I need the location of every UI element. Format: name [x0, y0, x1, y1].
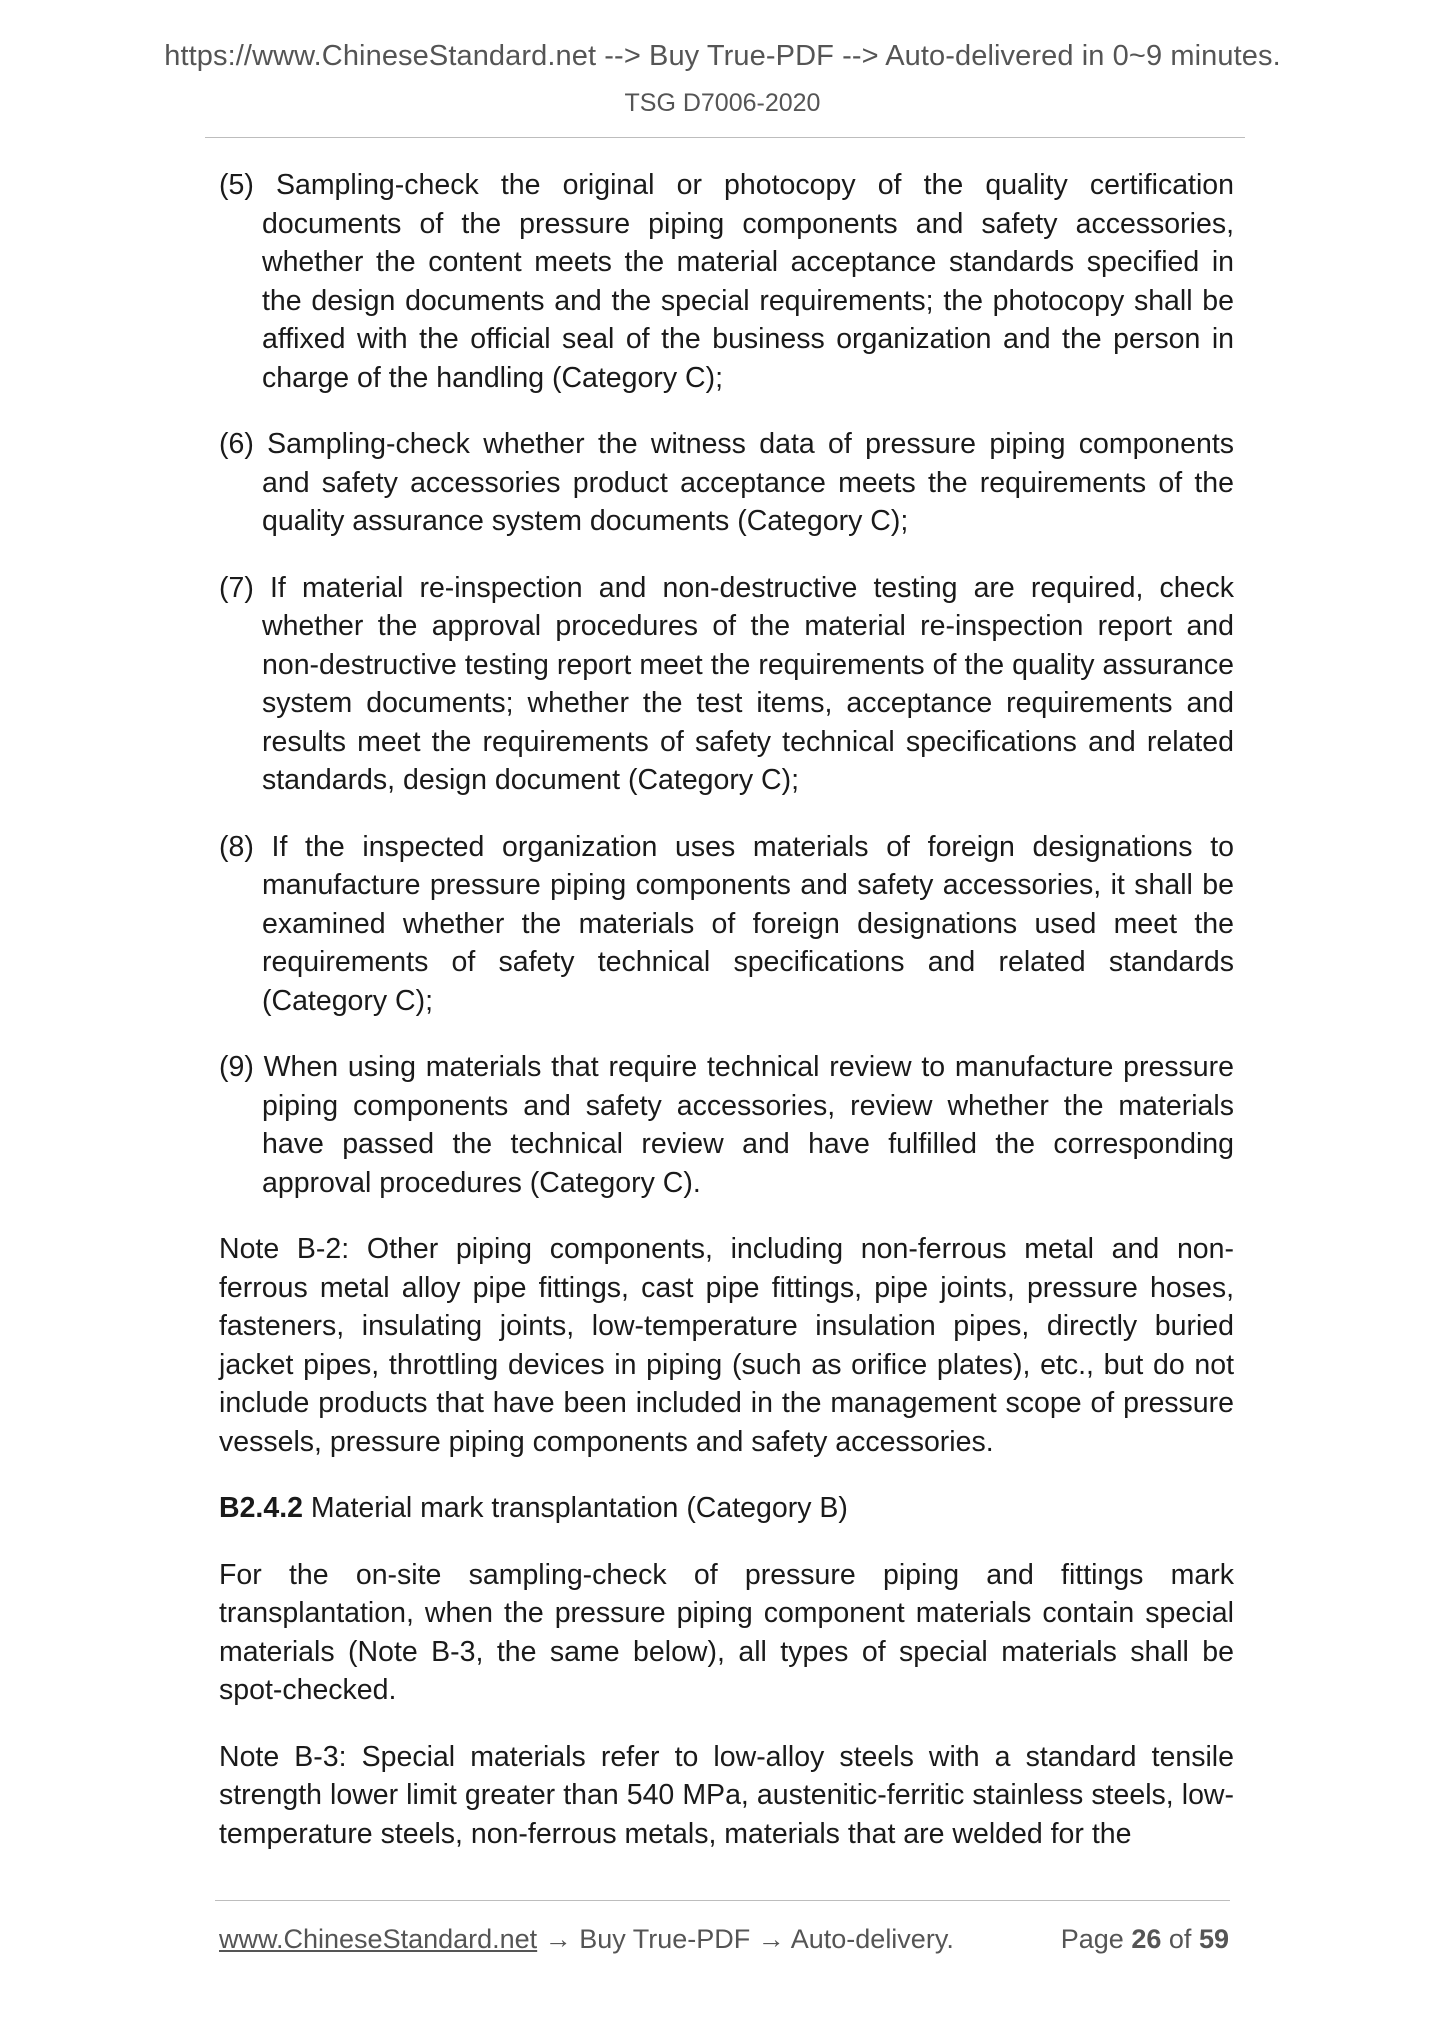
list-item-7: (7) If material re-inspection and non-destructive testing are required, check whether the approval procedures of the material re-inspection report and non-destructive testing report meet the requirements of the quality assurance system documents; whether the test items, acceptance requirements and results meet the requirements of safety technical specifications and related standards, design document (Category C);	[219, 571, 1234, 796]
page-total: 59	[1198, 1924, 1229, 1954]
section-title: Material mark transplantation (Category B)	[302, 1492, 848, 1524]
section-heading	[219, 1489, 1234, 1528]
footer-site-link[interactable]: www.ChineseStandard.net	[219, 1924, 538, 1954]
header-source-line: https://www.ChineseStandard.net --> Buy True-PDF --> Auto-delivered in 0~9 minutes.	[164, 40, 1281, 72]
note-b3: Note B-3: Special materials refer to low-alloy steels with a standard tensile strength lower limit greater than 540 MPa, austenitic-ferritic stainless steels, low-temperature steels, non-ferrous metals, materials that are welded for the	[219, 1740, 1234, 1850]
footer	[219, 1924, 1229, 1955]
page-label: Page	[1060, 1924, 1124, 1954]
section-number: B2.4.2	[219, 1492, 303, 1524]
list-item-6: (6) Sampling-check whether the witness data of pressure piping components and safety accessories product acceptance meets the requirements of the quality assurance system documents (Category C);	[219, 428, 1234, 537]
page-of-label: of	[1168, 1924, 1192, 1954]
page-current: 26	[1131, 1924, 1162, 1954]
header-divider	[205, 137, 1245, 138]
list-item-8: (8) If the inspected organization uses materials of foreign designations to manufacture pressure piping components and safety accessories, it shall be examined whether the materials of foreign designations used meet the requirements of safety technical specifications and related standards (Category C);	[219, 830, 1234, 1017]
list-item-5: (5) Sampling-check the original or photocopy of the quality certification documents of the pressure piping components and safety accessories, whether the content meets the material acceptance standards specified in the design documents and the special requirements; the photocopy shall be affixed with the official seal of the business organization and the person in charge of the handling (Category C);	[219, 169, 1234, 394]
footer-tagline: → Buy True-PDF → Auto-delivery.	[537, 1924, 954, 1954]
page-body	[219, 166, 1234, 1881]
footer-divider	[215, 1900, 1230, 1901]
page-indicator	[1061, 1924, 1229, 1955]
note-b2: Note B-2: Other piping components, including non-ferrous metal and non-ferrous metal alloy pipe fittings, cast pipe fittings, pipe joints, pressure hoses, fasteners, insulating joints, low-temperature insulation pipes, directly buried jacket pipes, throttling devices in piping (such as orifice plates), etc., but do not include products that have been included in the management scope of pressure vessels, pressure piping components and safety accessories.	[219, 1233, 1234, 1458]
document-id: TSG D7006-2020	[624, 89, 821, 117]
list-item-9: (9) When using materials that require technical review to manufacture pressure piping components and safety accessories, review whether the materials have passed the technical review and have fulfilled the corresponding approval procedures (Category C).	[219, 1051, 1234, 1199]
section-body: For the on-site sampling-check of pressure piping and fittings mark transplantation, when the pressure piping component materials contain special materials (Note B-3, the same below), all types of special materials shall be spot-checked.	[219, 1558, 1234, 1706]
